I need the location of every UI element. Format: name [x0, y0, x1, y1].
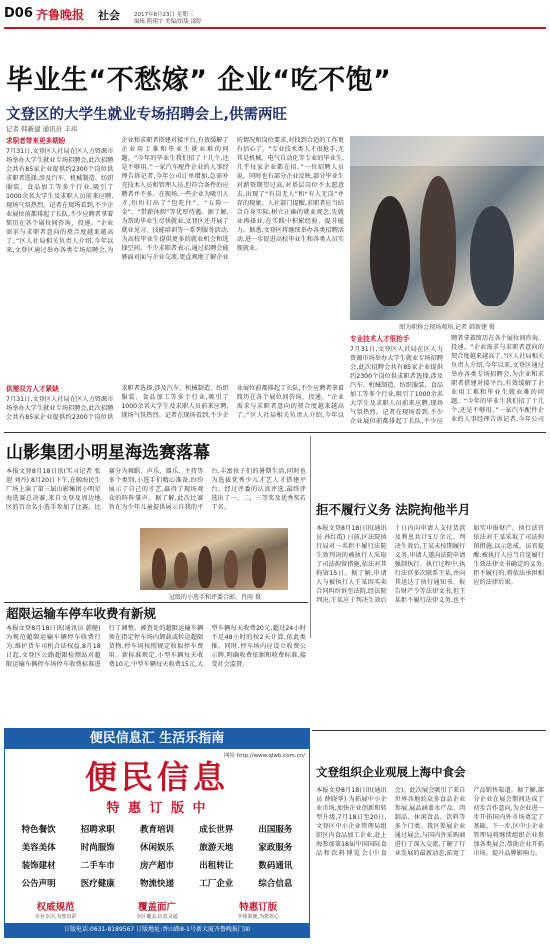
ad-badge: 特惠订版 手续简便,为您省心 [237, 902, 280, 920]
ad-category-grid [9, 821, 305, 895]
ad-cat: 装饰建材 [21, 861, 56, 871]
ad-cat: 休闲娱乐 [139, 843, 174, 853]
ad-subtitle: 特 惠 订 版 中 [106, 801, 208, 815]
lead-body [6, 136, 344, 382]
ad-badge: 覆盖面广 全区覆盖,信息灵通 [136, 902, 178, 920]
lead-subtitle-4: 专业技术人才很抢手 [350, 335, 410, 343]
lead-headline: 毕业生“不愁嫁” 企业“吃不饱” [6, 65, 392, 92]
ad-cat: 医疗健康 [80, 879, 115, 889]
ad-cat: 综合信息 [258, 879, 293, 889]
ad-contact: 订版电话:0631-8189567 订版地址:香山路8-1号新大厦齐鲁晚报门面 [5, 923, 309, 937]
expo-headline: 文登组织企业观展上海中食会 [316, 765, 466, 779]
column-divider [310, 436, 311, 638]
ad-badges [5, 899, 309, 921]
ad-cat: 招聘求职 [80, 825, 115, 835]
shanying-body: 本报文登8月18日讯(实习记者 张迎 刘丹) 8月20日下午,在鲸海民生广场上演了第三届山影集团小明星海选赛总决赛,来自文登及周边地区的百余名小选手参加了比赛。比赛分为舞蹈、声乐、器乐、主持等多个类别,小选手们精心准备,纷纷展示了自己的才艺,赢得了现场观众的阵阵掌声。据了解,此次比赛旨在为少年儿童提供展示自我的平台,丰富孩子们的暑期生活,同时也为选拔优秀少儿才艺人才搭建平台。经过评委的认真评选,最终评选出了一、二、三等奖及优秀奖若干名。 [6, 468, 306, 511]
ad-title: 便民信息汇 生活乐指南 [5, 729, 309, 749]
truck-headline: 超限运输车停车收费有新规 [6, 606, 157, 620]
lead-subtitle-1: 求职者带来更多期盼 [6, 137, 66, 145]
ad-cat: 美容美体 [21, 843, 56, 853]
ad-cat: 工厂企业 [199, 879, 234, 889]
divider-3 [312, 730, 546, 731]
ad-cat: 出租转让 [199, 861, 234, 871]
ad-cat: 成长世界 [199, 825, 234, 835]
ad-cat: 物流快递 [139, 879, 174, 889]
job-fair-photo [350, 136, 544, 320]
talent-photo-caption: 冠级的小选手和评委合影。肖雨 摄 [169, 594, 261, 601]
court-headline: 拒不履行义务 法院拘他半月 [316, 502, 471, 517]
expo-body: 本报文登8月18日讯(通讯员 薛晓华) 为拓展中小企业市场,加快企业创新和转型升级,7月18日至20日,文登区中小企业管理局组织区内食品加工企业,赴上海参加第18届中国国际食品和饮料博览会(中食会)。此次展会吸引了来自世界各地的众多食品企业参展,展品涵盖水产品、肉制品、休闲食品、饮料等多个门类。我区参展企业通过展会,与国内外采购商进行了深入交流,了解了行业发展的最新动态,拓宽了产品销售渠道。据了解,部分企业在展会期间达成了初步合作意向,为企业进一步开拓国内外市场奠定了基础。下一步,区中小企业管理局将继续组织企业参加各类展会,帮助企业开拓市场、提升品牌影响力。 [316, 787, 544, 857]
lead-body-text: 7月31日,文登区人社局在区人力资源市场举办大学生就业专场招聘会,此次招聘会共有85家企业提供约2300个岗位供求职者选择,涉及汽车、机械制造、纺织服装、食品加工等多个行业,吸引了1000余名大学生及求职人员前来应聘,现场气氛热烈。记者在现场看到,不少企业展位前都排起了长队,不少应聘者拿着简历在各个展位间咨询、投递。“企业需求与求职者意向的契合度越来越高了。”区人社局相关负责人介绍,今年以来,文登区通过举办各类专场招聘会,为企业和求职者搭建对接平台,有效缓解了企业用工难和毕业生就业难的问题。“今年的毕业生我们招了十几个,还是不够用。”一家汽车配件企业的人事经理告诉记者,今年公司订单增加,急需补充技术人员和管理人员,但符合条件的应聘者并不多。在现场,一些企业为吸引人才,纷纷打出了“包吃住”、“五险一金”、“带薪休假”等优厚待遇。据了解,为帮助毕业生尽快就业,文登区还开展了就业见习、技能培训等一系列服务活动,为高校毕业生提供更多的就业机会和选择空间。不少求职者表示,通过招聘会能够面对面与企业交流,更直观地了解企业的情况和岗位要求,对找到合适的工作更有信心了。“专业技术类人才很抢手,尤其是机械、电气自动化等专业的毕业生,几乎每家企业都在招。”一位招聘人员说。同时也有部分企业反映,部分毕业生对薪资期望过高,对基层岗位不太愿意去,出现了“有岗无人”和“有人无岗”并存的现象。人社部门提醒,求职者应当结合自身实际,树立正确的就业观念,先就业再择业,在实践中积累经验、提升能力。据悉,文登区将继续举办各类招聘活动,进一步促进高校毕业生和各类人员实现就业。 [6, 137, 344, 261]
ad-url: 网址 http://www.qlwb.com.cn/ [224, 753, 305, 759]
ad-big-text: 便民信息 [84, 759, 229, 795]
lead-body-continued [350, 334, 544, 430]
ad-cat: 教育培训 [139, 825, 174, 835]
ad-cat: 家政服务 [258, 843, 293, 853]
ad-badge: 权威规范 专业专注,为您出彩 [34, 902, 77, 920]
talent-show-photo [140, 528, 288, 590]
ad-cat: 数码通讯 [258, 861, 293, 871]
ad-cat: 出国服务 [258, 825, 293, 835]
issue-date: 2017年8月23日 星期三 [134, 12, 194, 18]
section-name: 社会 [98, 9, 120, 22]
masthead [4, 6, 546, 24]
lead-byline: 记者 韩新建 通讯员 丰玮 [6, 125, 78, 133]
divider-1 [4, 432, 546, 433]
ad-cat: 公告声明 [21, 879, 56, 889]
masthead-rule [4, 27, 546, 29]
lead-subhead: 文登区的大学生就业专场招聘会上,供需两旺 [6, 107, 288, 121]
ad-cat: 特色餐饮 [21, 825, 56, 835]
divider-2 [4, 602, 308, 603]
ad-cat: 二手车市 [80, 861, 115, 871]
truck-body: 本报文登8月18日讯(通讯员 韩健) 为规范超限运输车辆停车收费行为,维护货车司机合法权益,8月18日起,文登区公路超限检测站对超限运输车辆停车场停车收费标准进行了调整。被查处的超限运输车辆须在指定停车场内卸载或转运超限货物,停车场按照规定收取停车费用。新标准规定,小型车辆每天收费10元,中型车辆每天收费15元,大型车辆每天收费20元,超过24小时不足48小时的按2天计算,依此类推。同时,停车场内应设立收费公示牌,明确收费依据和收费标准,接受社会监督。 [6, 625, 306, 668]
shanying-headline: 山影集团小明星海选赛落幕 [6, 443, 210, 462]
editors: 编辑 隋翔宇 美编/组版 邵婷 [134, 19, 202, 24]
lead-subtitle-2: 供需双方人才紧缺 [6, 385, 59, 393]
classified-ad [4, 728, 310, 938]
photo-caption: 图为职称会现场观场,记者 韩新建 摄 [399, 324, 495, 331]
court-body: 本报文登8月18日讯(通讯员 孙红霞) 日前,区法院执行局对一名拒不履行法院生效判决的被执行人采取了司法拘留措施,依法对其拘留15日。据了解,申请人与被执行人王某因买卖合同纠纷诉至法院,经法院判决,王某应于判决生效后十日内向申请人支付货款及利息共计5万余元。判决生效后,王某未按期履行义务,申请人遂向法院申请强制执行。执行过程中,执行法官多次联系王某,并向其送达了执行通知书、报告财产令等法律文书,但王某拒不履行法律义务,也不如实申报财产。执行法官依法对王某采取了司法拘留措施,以示惩戒。法官提醒:被执行人应当自觉履行生效法律文书确定的义务,拒不履行的,将依法承担相应的法律后果。 [316, 525, 544, 604]
paper-logo: 齐鲁晚报 [36, 8, 85, 22]
ad-cat: 时尚服饰 [80, 843, 115, 853]
page-number: D06 [4, 6, 33, 21]
ad-cat: 房产超市 [139, 861, 174, 871]
lead-body-text-3: 7月31日,文登区人社局在区人力资源市场举办大学生就业专场招聘会,此次招聘会共有85家企业提供约2300个岗位供求职者选择,涉及汽车、机械制造、纺织服装、食品加工等多个行业,吸引了1000余名大学生及求职人员前来应聘,现场气氛热烈。记者在现场看到,不少企业展位前都排起了长队,不少应聘者拿着简历在各个展位间咨询、投递。“企业需求与求职者意向的契合度越来越高了。”区人社局相关负责人介绍,今年以 [6, 385, 344, 421]
lead-body-bottom [6, 384, 344, 428]
lead-body-text-2: 7月31日,文登区人社局在区人力资源市场举办大学生就业专场招聘会,此次招聘会共有85家企业提供约2300个岗位供求职者选择,涉及汽车、机械制造、纺织服装、食品加工等多个行业,吸引了1000余名大学生及求职人员前来应聘,现场气氛热烈。记者在现场看到,不少企业展位前都排起了长队,不少应聘者拿着简历在各个展位间咨询、投递。“企业需求与求职者意向的契合度越来越高了。”区人社局相关负责人介绍,今年以来,文登区通过举办各类专场招聘会,为企业和求职者搭建对接平台,有效缓解了企业用工难和毕业生就业难的问题。“今年的毕业生我们招了十几个,还是不够用。”一家汽车配件企业的人事经理告诉记者,今年公司 [350, 335, 544, 425]
ad-cat: 旅游天地 [199, 843, 234, 853]
